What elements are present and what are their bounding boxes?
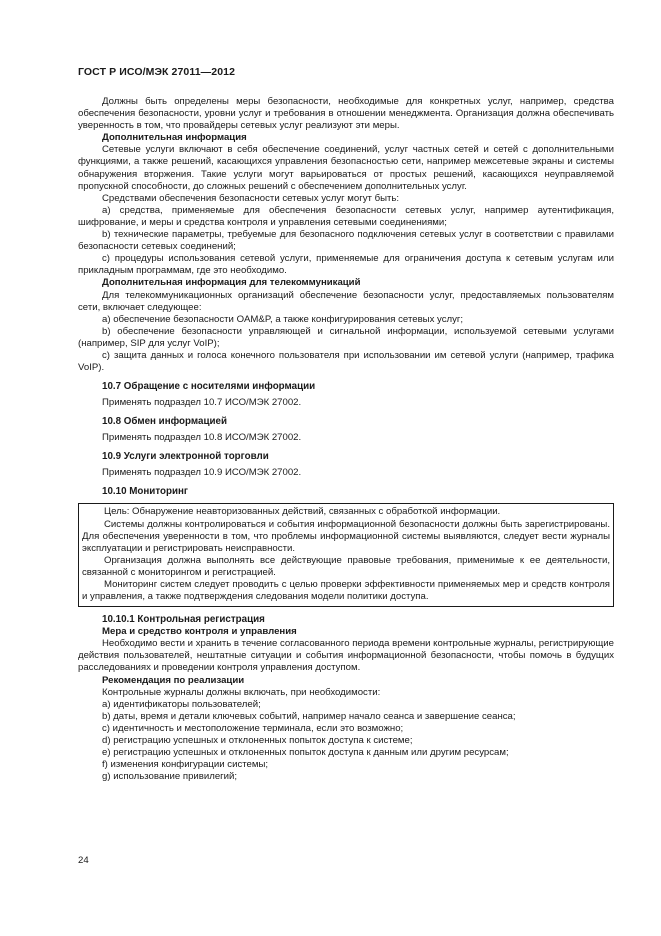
list-item: c) процедуры использования сетевой услуги, применяемые для ограничения доступа к сетевым услугам или прикладным программам, где это необходимо. bbox=[78, 253, 614, 277]
list-item: d) регистрацию успешных и отклоненных попыток доступа к системе; bbox=[102, 735, 413, 747]
section-heading: 10.7 Обращение с носителями информации bbox=[102, 381, 316, 393]
box-paragraph: Мониторинг систем следует проводить с целью проверки эффективности применяемых мер и средств контроля и управления, а также подтверждения следования модели политики доступа. bbox=[82, 579, 610, 603]
paragraph: Контрольные журналы должны включать, при необходимости: bbox=[102, 686, 381, 698]
section-heading: 10.8 Обмен информацией bbox=[102, 416, 227, 428]
list-item: c) идентичность и местоположение терминала, если это возможно; bbox=[102, 722, 404, 734]
list-item: b) технические параметры, требуемые для безопасного подключения сетевых услуг в соответствии с правилами безопасности сетевых соединений; bbox=[78, 229, 614, 253]
subheading: Рекомендация по реализации bbox=[102, 674, 245, 686]
paragraph: Средствами обеспечения безопасности сетевых услуг могут быть: bbox=[102, 192, 400, 204]
page-number: 24 bbox=[78, 855, 89, 866]
list-item: b) обеспечение безопасности управляющей и сигнальной информации, используемой сетевыми услугами (например, SIP для услуг VoIP); bbox=[78, 325, 614, 349]
list-item: a) обеспечение безопасности OAM&P, а также конфигурирования сетевых услуг; bbox=[102, 313, 464, 325]
paragraph: Применять подраздел 10.7 ИСО/МЭК 27002. bbox=[102, 397, 302, 409]
section-heading: 10.9 Услуги электронной торговли bbox=[102, 451, 269, 463]
list-item: c) защита данных и голоса конечного пользователя при использовании им сетевой услуги (например, трафика VoIP). bbox=[78, 349, 614, 374]
box-paragraph: Цель: Обнаружение неавторизованных действий, связанных с обработкой информации. bbox=[104, 506, 501, 518]
list-item: f) изменения конфигурации системы; bbox=[102, 759, 269, 771]
subheading: Мера и средство контроля и управления bbox=[102, 626, 297, 638]
paragraph: Применять подраздел 10.9 ИСО/МЭК 27002. bbox=[102, 467, 302, 479]
paragraph: Сетевые услуги включают в себя обеспечение соединений, услуг частных сетей и сетей с дополнительными функциями, а также решений, касающихся управления безопасностью сети, например межсетевые экраны и системы обнаружения вторжения. Такие услуги могут варьироваться от простых решений, касающихся неуправляемой пропускной способности, до сложных решений с обеспечением дополнительных услуг. bbox=[78, 144, 614, 192]
document-header: ГОСТ Р ИСО/МЭК 27011—2012 bbox=[78, 66, 236, 78]
section-heading: 10.10.1 Контрольная регистрация bbox=[102, 614, 265, 626]
subheading: Дополнительная информация bbox=[102, 132, 247, 144]
list-item: e) регистрацию успешных и отклоненных попыток доступа к данным или другим ресурсам; bbox=[102, 747, 509, 759]
subheading: Дополнительная информация для телекоммуникаций bbox=[102, 277, 361, 289]
list-item: a) идентификаторы пользователей; bbox=[102, 698, 261, 710]
list-item: g) использование привилегий; bbox=[102, 771, 238, 783]
paragraph: Для телекоммуникационных организаций обеспечение безопасности услуг, предоставляемых пользователям сети, включает следующее: bbox=[78, 289, 614, 313]
paragraph: Должны быть определены меры безопасности, необходимые для конкретных услуг, например, средства обеспечения безопасности, уровни услуг и требования в отношении менеджмента. Организация должна обеспечивать уверенность в том, что провайдеры сетевых услуг реализуют эти меры. bbox=[78, 96, 614, 132]
paragraph: Применять подраздел 10.8 ИСО/МЭК 27002. bbox=[102, 432, 302, 444]
section-heading: 10.10 Мониторинг bbox=[102, 486, 188, 498]
box-paragraph: Организация должна выполнять все действующие правовые требования, применимые к ее деятельности, связанной с мониторингом и регистрацией. bbox=[82, 554, 610, 578]
objective-box bbox=[78, 503, 614, 607]
box-paragraph: Системы должны контролироваться и события информационной безопасности должны быть зарегистрированы. Для обеспечения уверенности в том, что проблемы информационной системы выявляются, следует вести журналы эксплуатации и регистрировать неисправности. bbox=[82, 518, 610, 554]
paragraph: Необходимо вести и хранить в течение согласованного периода времени контрольные журналы, регистрирующие действия пользователей, нештатные ситуации и события информационной безопасности, чтобы помочь в будущих расследованиях и проведении контроля управления доступом. bbox=[78, 638, 614, 674]
page-content bbox=[78, 96, 614, 783]
list-item: a) средства, применяемые для обеспечения безопасности сетевых услуг, например аутентификация, шифрование, и меры и средства контроля и управления сетевыми соединениями; bbox=[78, 204, 614, 228]
list-item: b) даты, время и детали ключевых событий, например начало сеанса и завершение сеанса; bbox=[102, 710, 516, 722]
